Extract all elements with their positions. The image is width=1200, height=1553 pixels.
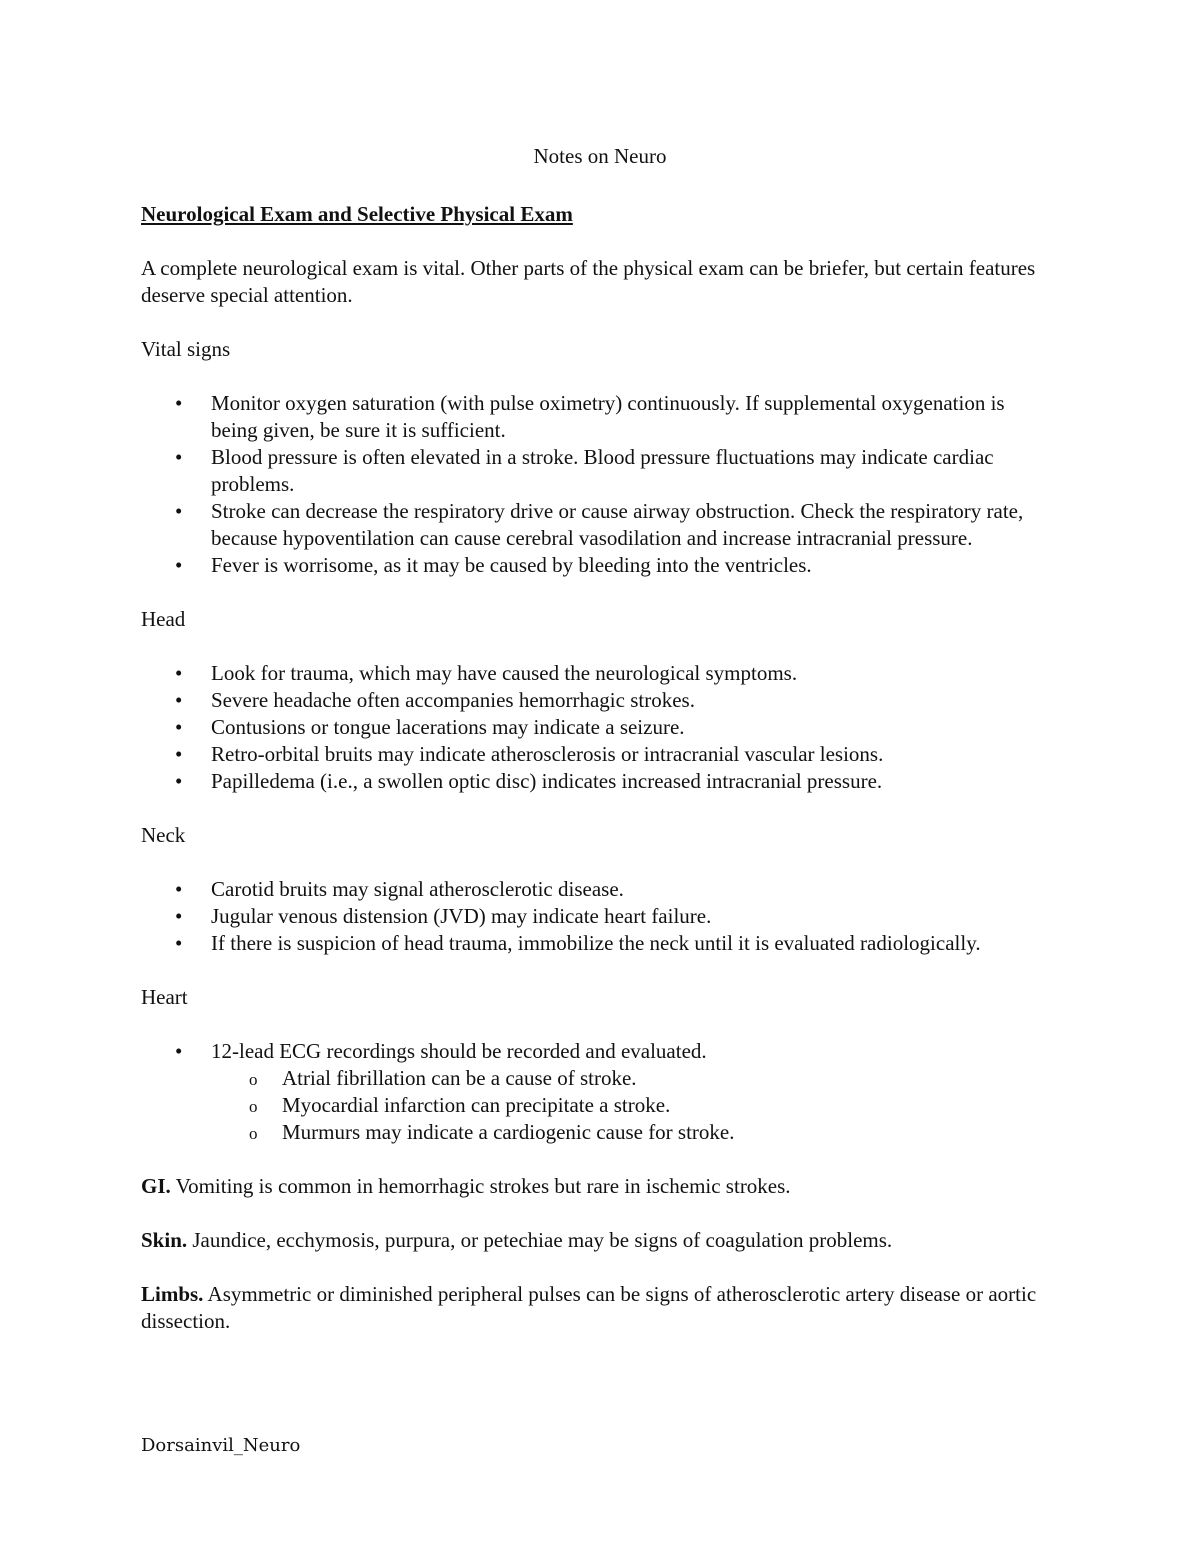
bullet-icon: • bbox=[175, 688, 183, 712]
intro-paragraph: A complete neurological exam is vital. Other parts of the physical exam can be briefer, but certain features deserve special attention. bbox=[141, 256, 1036, 307]
heart-sub-list bbox=[211, 1065, 1041, 1146]
sub-list-item bbox=[211, 1119, 1041, 1146]
list-item bbox=[141, 876, 1041, 903]
head-list bbox=[141, 660, 1041, 795]
list-item-text: Retro-orbital bruits may indicate atherosclerosis or intracranial vascular lesions. bbox=[211, 742, 884, 766]
bullet-icon: • bbox=[175, 769, 183, 793]
list-item bbox=[141, 741, 1041, 768]
bullet-icon: • bbox=[175, 391, 183, 415]
sub-list-item-text: Atrial fibrillation can be a cause of stroke. bbox=[282, 1066, 637, 1090]
document-footer: Dorsainvil_Neuro bbox=[141, 1435, 301, 1456]
document-title: Notes on Neuro bbox=[533, 144, 667, 168]
list-item bbox=[141, 903, 1041, 930]
sub-list-item bbox=[211, 1065, 1041, 1092]
neck-label: Neck bbox=[141, 823, 186, 847]
list-item-text: Carotid bruits may signal atherosclerotic disease. bbox=[211, 877, 624, 901]
bullet-icon: • bbox=[175, 661, 183, 685]
bullet-icon: • bbox=[175, 742, 183, 766]
vital-signs-list bbox=[141, 390, 1041, 579]
head-label: Head bbox=[141, 607, 186, 631]
section-heading: Neurological Exam and Selective Physical Exam bbox=[141, 202, 573, 226]
list-item-text: Stroke can decrease the respiratory drive or cause airway obstruction. Check the respiratory rate, because hypoventilation can cause cerebral vasodilation and increase intracranial pressure. bbox=[211, 499, 1024, 550]
list-item bbox=[141, 660, 1041, 687]
gi-text: Vomiting is common in hemorrhagic strokes but rare in ischemic strokes. bbox=[170, 1174, 791, 1198]
circle-bullet-icon: o bbox=[249, 1097, 258, 1116]
heart-list bbox=[141, 1038, 1041, 1146]
circle-bullet-icon: o bbox=[249, 1124, 258, 1143]
list-item-text: Fever is worrisome, as it may be caused by bleeding into the ventricles. bbox=[211, 553, 812, 577]
list-item-text: 12-lead ECG recordings should be recorded and evaluated. bbox=[211, 1039, 707, 1063]
limbs-label: Limbs. bbox=[141, 1282, 204, 1306]
limbs-text: Asymmetric or diminished peripheral pulses can be signs of atherosclerotic artery disease or aortic dissection. bbox=[141, 1282, 1037, 1333]
gi-label: GI. bbox=[141, 1174, 171, 1198]
bullet-icon: • bbox=[175, 553, 183, 577]
sub-list-item bbox=[211, 1092, 1041, 1119]
list-item bbox=[141, 768, 1041, 795]
sub-list-item-text: Myocardial infarction can precipitate a stroke. bbox=[282, 1093, 671, 1117]
list-item bbox=[141, 714, 1041, 741]
heart-label: Heart bbox=[141, 985, 188, 1009]
list-item-text: Jugular venous distension (JVD) may indicate heart failure. bbox=[211, 904, 712, 928]
list-item-text: Look for trauma, which may have caused the neurological symptoms. bbox=[211, 661, 798, 685]
list-item bbox=[141, 390, 1041, 444]
vital-signs-label: Vital signs bbox=[141, 337, 231, 361]
list-item-text: If there is suspicion of head trauma, immobilize the neck until it is evaluated radiologically. bbox=[211, 931, 981, 955]
skin-text: Jaundice, ecchymosis, purpura, or petechiae may be signs of coagulation problems. bbox=[187, 1228, 893, 1252]
list-item-text: Blood pressure is often elevated in a stroke. Blood pressure fluctuations may indicate cardiac problems. bbox=[211, 445, 994, 496]
bullet-icon: • bbox=[175, 904, 183, 928]
bullet-icon: • bbox=[175, 1039, 183, 1063]
neck-list bbox=[141, 876, 1041, 957]
bullet-icon: • bbox=[175, 877, 183, 901]
list-item bbox=[141, 1038, 1041, 1146]
list-item bbox=[141, 498, 1041, 552]
list-item bbox=[141, 552, 1041, 579]
bullet-icon: • bbox=[175, 931, 183, 955]
list-item bbox=[141, 687, 1041, 714]
bullet-icon: • bbox=[175, 499, 183, 523]
sub-list-item-text: Murmurs may indicate a cardiogenic cause for stroke. bbox=[282, 1120, 735, 1144]
skin-paragraph bbox=[141, 1227, 1041, 1254]
list-item-text: Contusions or tongue lacerations may indicate a seizure. bbox=[211, 715, 685, 739]
bullet-icon: • bbox=[175, 715, 183, 739]
circle-bullet-icon: o bbox=[249, 1070, 258, 1089]
limbs-paragraph bbox=[141, 1281, 1041, 1335]
bullet-icon: • bbox=[175, 445, 183, 469]
list-item-text: Papilledema (i.e., a swollen optic disc) indicates increased intracranial pressure. bbox=[211, 769, 883, 793]
list-item-text: Monitor oxygen saturation (with pulse oximetry) continuously. If supplemental oxygenation is being given, be sure it is sufficient. bbox=[211, 391, 1005, 442]
list-item-text: Severe headache often accompanies hemorrhagic strokes. bbox=[211, 688, 695, 712]
gi-paragraph bbox=[141, 1173, 1041, 1200]
skin-label: Skin. bbox=[141, 1228, 188, 1252]
document-body bbox=[141, 201, 1041, 1362]
list-item bbox=[141, 444, 1041, 498]
list-item bbox=[141, 930, 1041, 957]
